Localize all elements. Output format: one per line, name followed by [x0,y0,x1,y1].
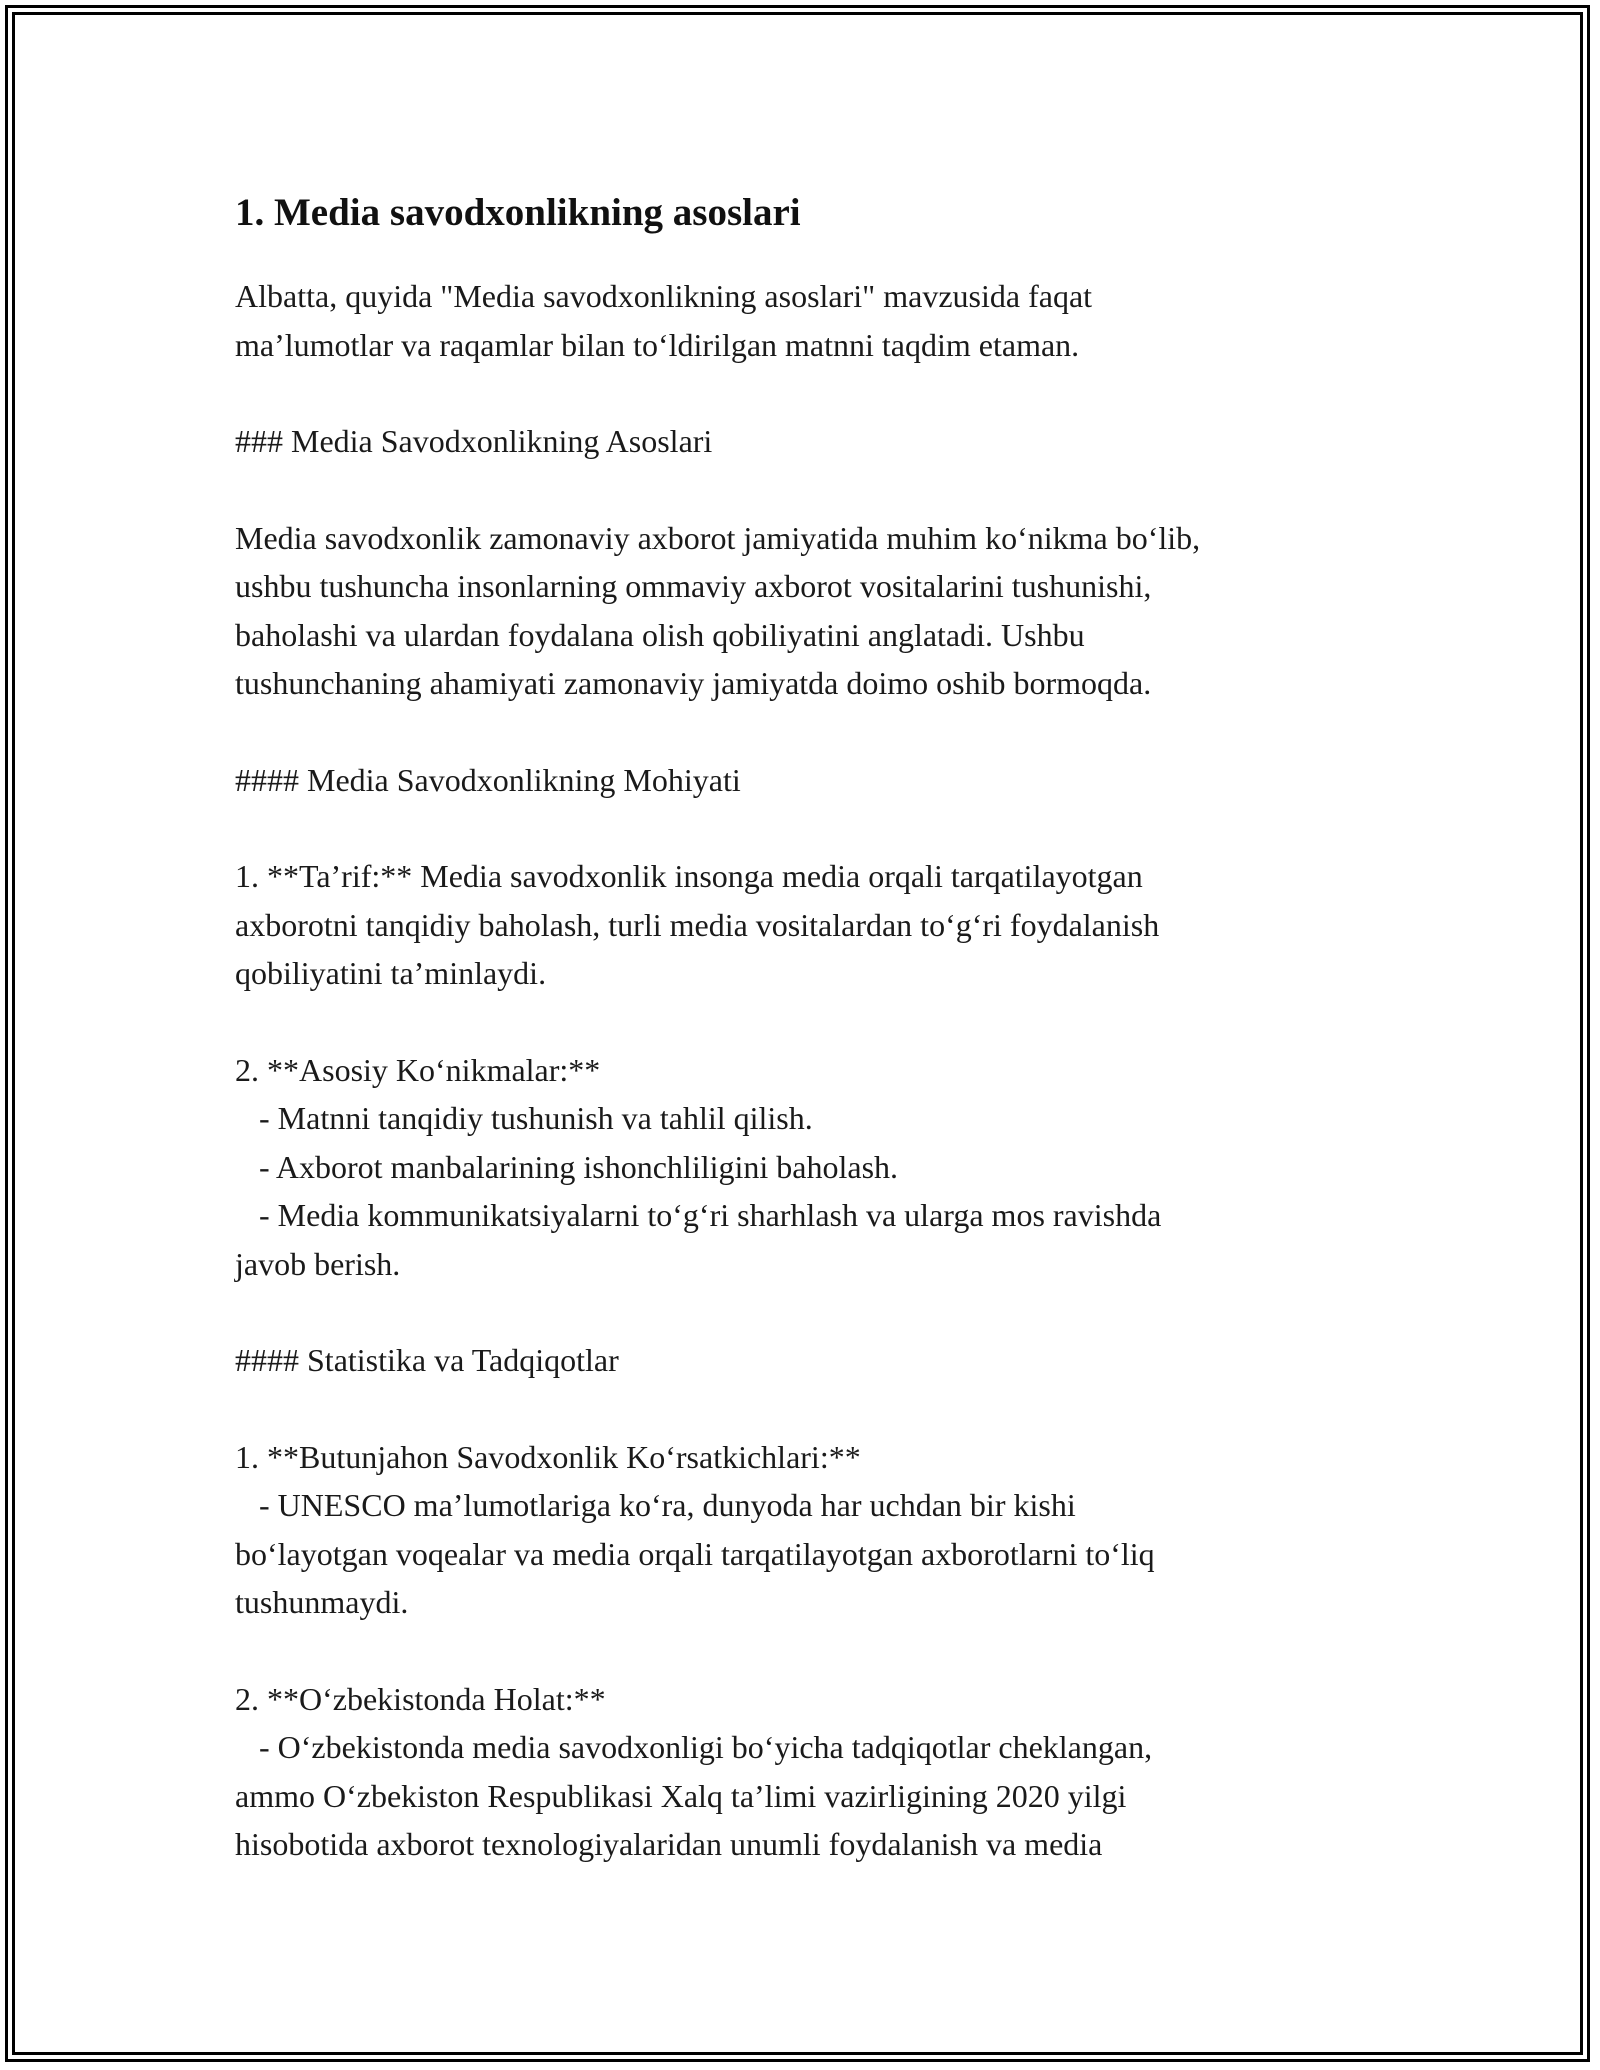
intro-paragraph: Albatta, quyida "Media savodxonlikning asoslari" mavzusida faqat ma’lumotlar va raqamlar bilan to‘ldirilgan matnni taqdim etaman. [235,278,1093,363]
list-item-konikmalar: 2. **Asosiy Ko‘nikmalar:** - Matnni tanqidiy tushunish va tahlil qilish. - Axborot manbalarining ishonchliligini baholash. - Media kommunikatsiyalarni to‘g‘ri sharhlash va ularga mos ravishda javob berish. [235,1051,1162,1282]
list-item-holat: 2. **O‘zbekistonda Holat:** - O‘zbekistonda media savodxonligi bo‘yicha tadqiqotlar cheklangan, ammo O‘zbekiston Respublikasi Xalq ta’limi vazirligining 2020 yilgi hisobotida axborot texnologiyalaridan unumli foydalanish va media [235,1680,1153,1862]
section-heading-statistika: #### Statistika va Tadqiqotlar [235,1342,619,1378]
list-item-tarif: 1. **Ta’rif:** Media savodxonlik insonga media orqali tarqatilayotgan axborotni tanqidiy baholash, turli media vositalardan to‘g‘ri foydalanish qobiliyatini ta’minlaydi. [235,858,1160,991]
section-heading-mohiyati: #### Media Savodxonlikning Mohiyati [235,761,741,798]
list-item-korsatkichlar: 1. **Butunjahon Savodxonlik Ko‘rsatkichlari:** - UNESCO ma’lumotlariga ko‘ra, dunyoda har uchdan bir kishi bo‘layotgan voqealar va media orqali tarqatilayotgan axborotlarni to‘liq tushunmaydi. [235,1438,1155,1620]
document-title: 1. Media savodxonlikning asoslari [235,191,801,234]
section-heading-asoslari: ### Media Savodxonlikning Asoslari [235,423,713,459]
definition-paragraph: Media savodxonlik zamonaviy axborot jamiyatida muhim ko‘nikma bo‘lib, ushbu tushuncha insonlarning ommaviy axborot vositalarini tushunishi, baholashi va ulardan foydalana olish qobiliyatini anglatadi. Ushbu tushunchaning ahamiyati zamonaviy jamiyatda doimo oshib bormoqda. [235,519,1201,701]
document-body [235,186,1365,1917]
